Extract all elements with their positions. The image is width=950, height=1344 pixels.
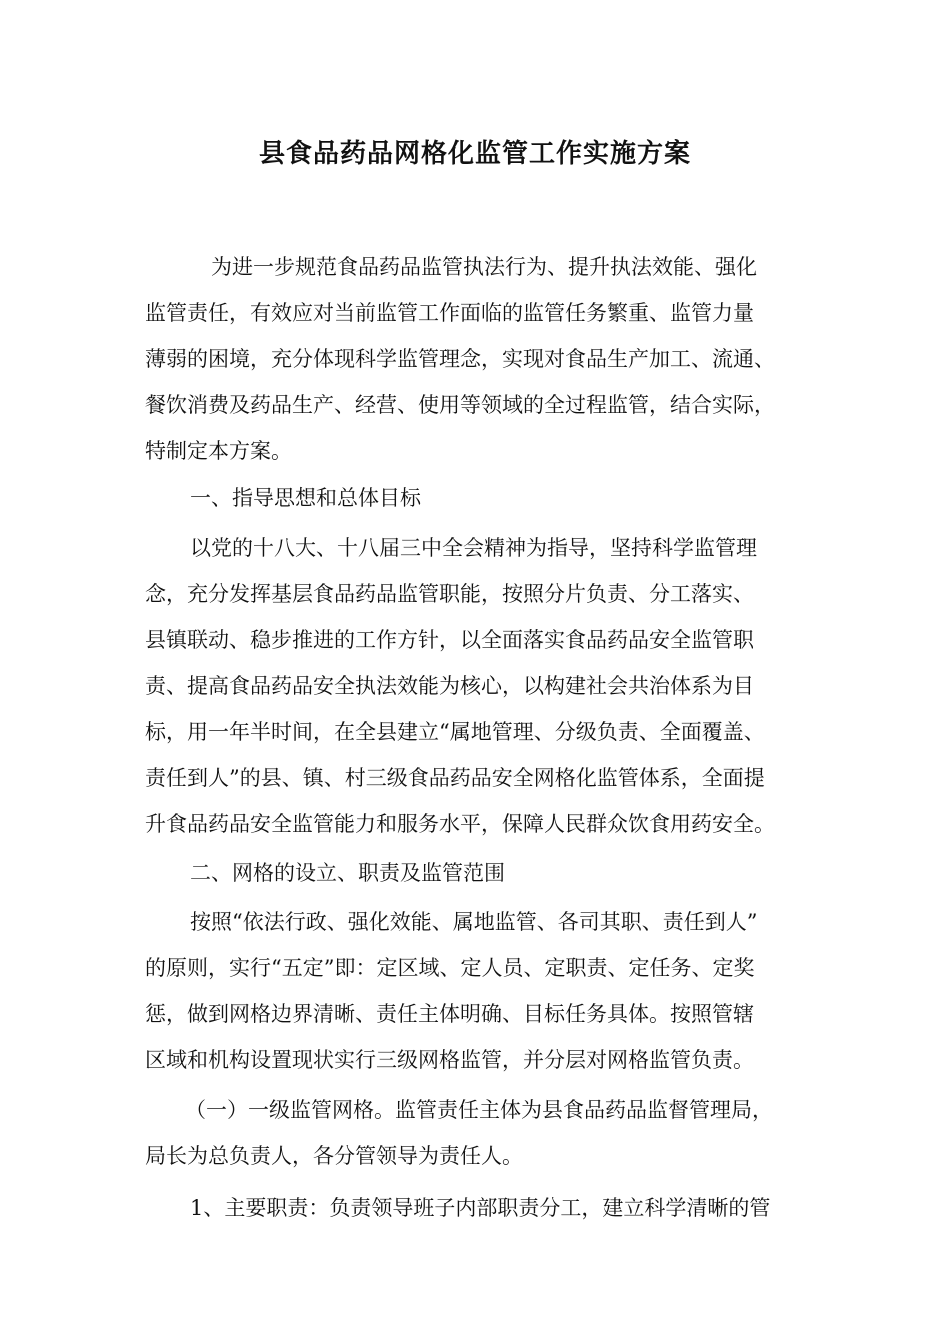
text-line: 餐饮消费及药品生产、经营、使用等领域的全过程监管，结合实际， <box>145 393 775 417</box>
text-line: 局长为总负责人，各分管领导为责任人。 <box>145 1144 523 1168</box>
text-line: 责、提高食品药品安全执法效能为核心，以构建社会共治体系为目 <box>145 674 754 698</box>
text-line: 升食品药品安全监管能力和服务水平，保障人民群众饮食用药安全。 <box>145 812 775 836</box>
text-line: 惩，做到网格边界清晰、责任主体明确、目标任务具体。按照管辖 <box>145 1002 754 1026</box>
text-line: 区域和机构设置现状实行三级网格监管，并分层对网格监管负责。 <box>145 1048 754 1072</box>
text-line: 县镇联动、稳步推进的工作方针，以全面落实食品药品安全监管职 <box>145 628 754 652</box>
section-heading: 一、指导思想和总体目标 <box>190 486 421 510</box>
text-line: 按照“依法行政、强化效能、属地监管、各司其职、责任到人” <box>190 910 758 934</box>
section-heading: 二、网格的设立、职责及监管范围 <box>190 861 505 885</box>
text-line: 监管责任，有效应对当前监管工作面临的监管任务繁重、监管力量 <box>145 301 754 325</box>
text-line: 薄弱的困境，充分体现科学监管理念，实现对食品生产加工、流通、 <box>145 347 775 371</box>
text-line: 责任到人”的县、镇、村三级食品药品安全网格化监管体系，全面提 <box>145 766 765 790</box>
text-line: 标，用一年半时间，在全县建立“属地管理、分级负责、全面覆盖、 <box>145 720 765 744</box>
document-title: 县食品药品网格化监管工作实施方案 <box>258 139 691 169</box>
text-line: 特制定本方案。 <box>145 439 292 463</box>
text-line: 念，充分发挥基层食品药品监管职能，按照分片负责、分工落实、 <box>145 582 754 606</box>
text-line: 为进一步规范食品药品监管执法行为、提升执法效能、强化 <box>211 255 757 279</box>
subsection-heading: （一）一级监管网格。监管责任主体为县食品药品监督管理局， <box>185 1098 773 1122</box>
text-line: 的原则，实行“五定”即：定区域、定人员、定职责、定任务、定奖 <box>145 956 755 980</box>
text-line: 1、主要职责：负责领导班子内部职责分工，建立科学清晰的管 <box>190 1196 771 1220</box>
text-line: 以党的十八大、十八届三中全会精神为指导，坚持科学监管理 <box>190 536 757 560</box>
